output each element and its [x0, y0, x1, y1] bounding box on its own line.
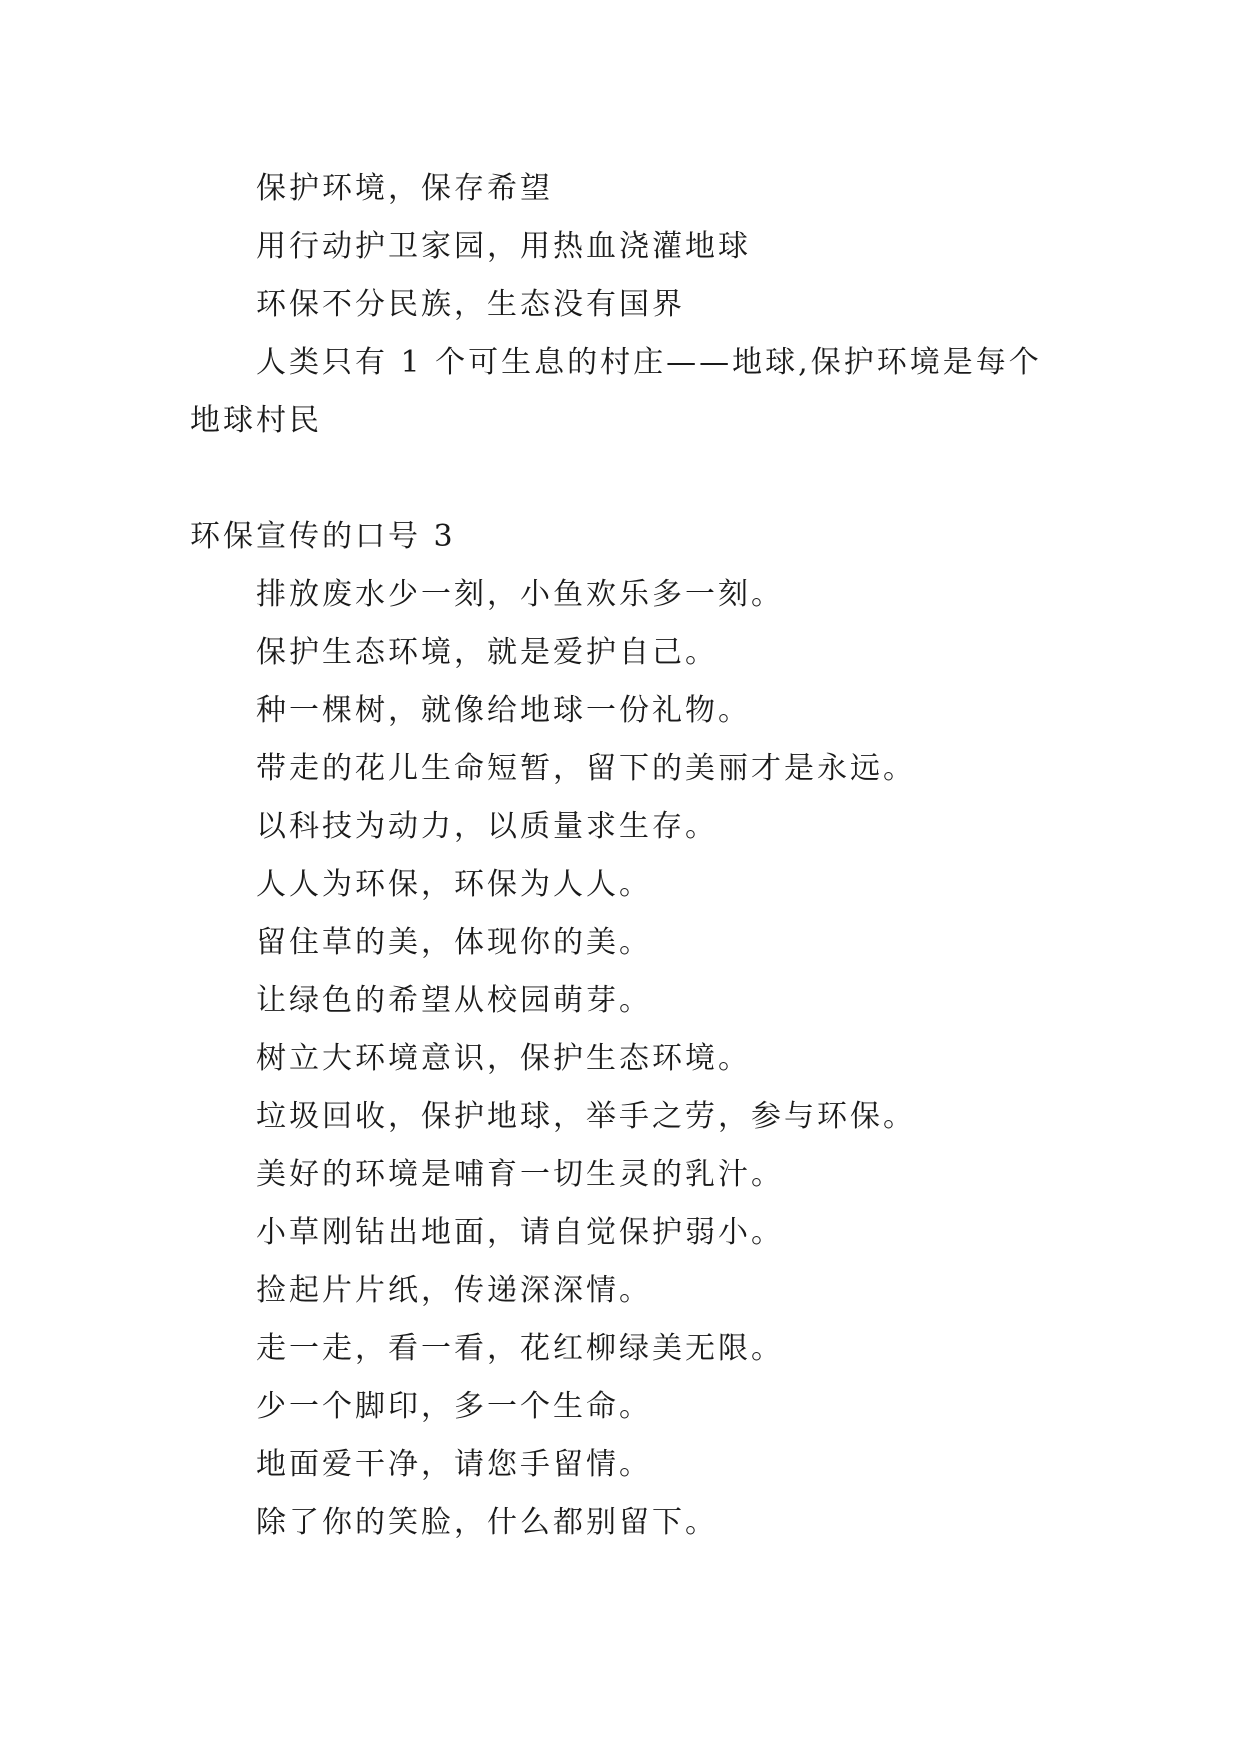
slogan-line: 保护生态环境，就是爱护自己。: [256, 635, 718, 670]
slogan-line: 地面爱干净，请您手留情。: [256, 1447, 652, 1482]
slogan-line: 除了你的笑脸，什么都别留下。: [256, 1505, 718, 1540]
slogan-line: 捡起片片纸，传递深深情。: [256, 1273, 652, 1308]
slogan-line: 小草刚钻出地面，请自觉保护弱小。: [256, 1215, 784, 1250]
slogan-line: 美好的环境是哺育一切生灵的乳汁。: [256, 1157, 784, 1192]
intro-paragraph: 人类只有 1 个可生息的村庄——地球,保护环境是每个地球村民: [190, 345, 1042, 438]
slogan-line: 树立大环境意识，保护生态环境。: [256, 1041, 751, 1076]
slogan-line: 少一个脚印，多一个生命。: [256, 1389, 652, 1424]
slogan-line: 垃圾回收，保护地球，举手之劳，参与环保。: [256, 1099, 916, 1134]
slogan-line: 保护环境，保存希望: [256, 171, 553, 206]
slogan-line: 走一走，看一看，花红柳绿美无限。: [256, 1331, 784, 1366]
section-heading: 环保宣传的口号 3: [190, 519, 456, 554]
slogan-line: 排放废水少一刻，小鱼欢乐多一刻。: [256, 577, 784, 612]
slogan-line: 让绿色的希望从校园萌芽。: [256, 983, 652, 1018]
slogan-line: 带走的花儿生命短暂，留下的美丽才是永远。: [256, 751, 916, 786]
document-body: [190, 160, 1070, 1552]
slogan-line: 人人为环保，环保为人人。: [256, 867, 652, 902]
paragraph-gap: [190, 450, 1070, 508]
slogan-line: 留住草的美，体现你的美。: [256, 925, 652, 960]
slogan-line: 环保不分民族，生态没有国界: [256, 287, 685, 322]
slogan-line: 用行动护卫家园，用热血浇灌地球: [256, 229, 751, 264]
slogan-line: 种一棵树，就像给地球一份礼物。: [256, 693, 751, 728]
slogan-line: 以科技为动力，以质量求生存。: [256, 809, 718, 844]
